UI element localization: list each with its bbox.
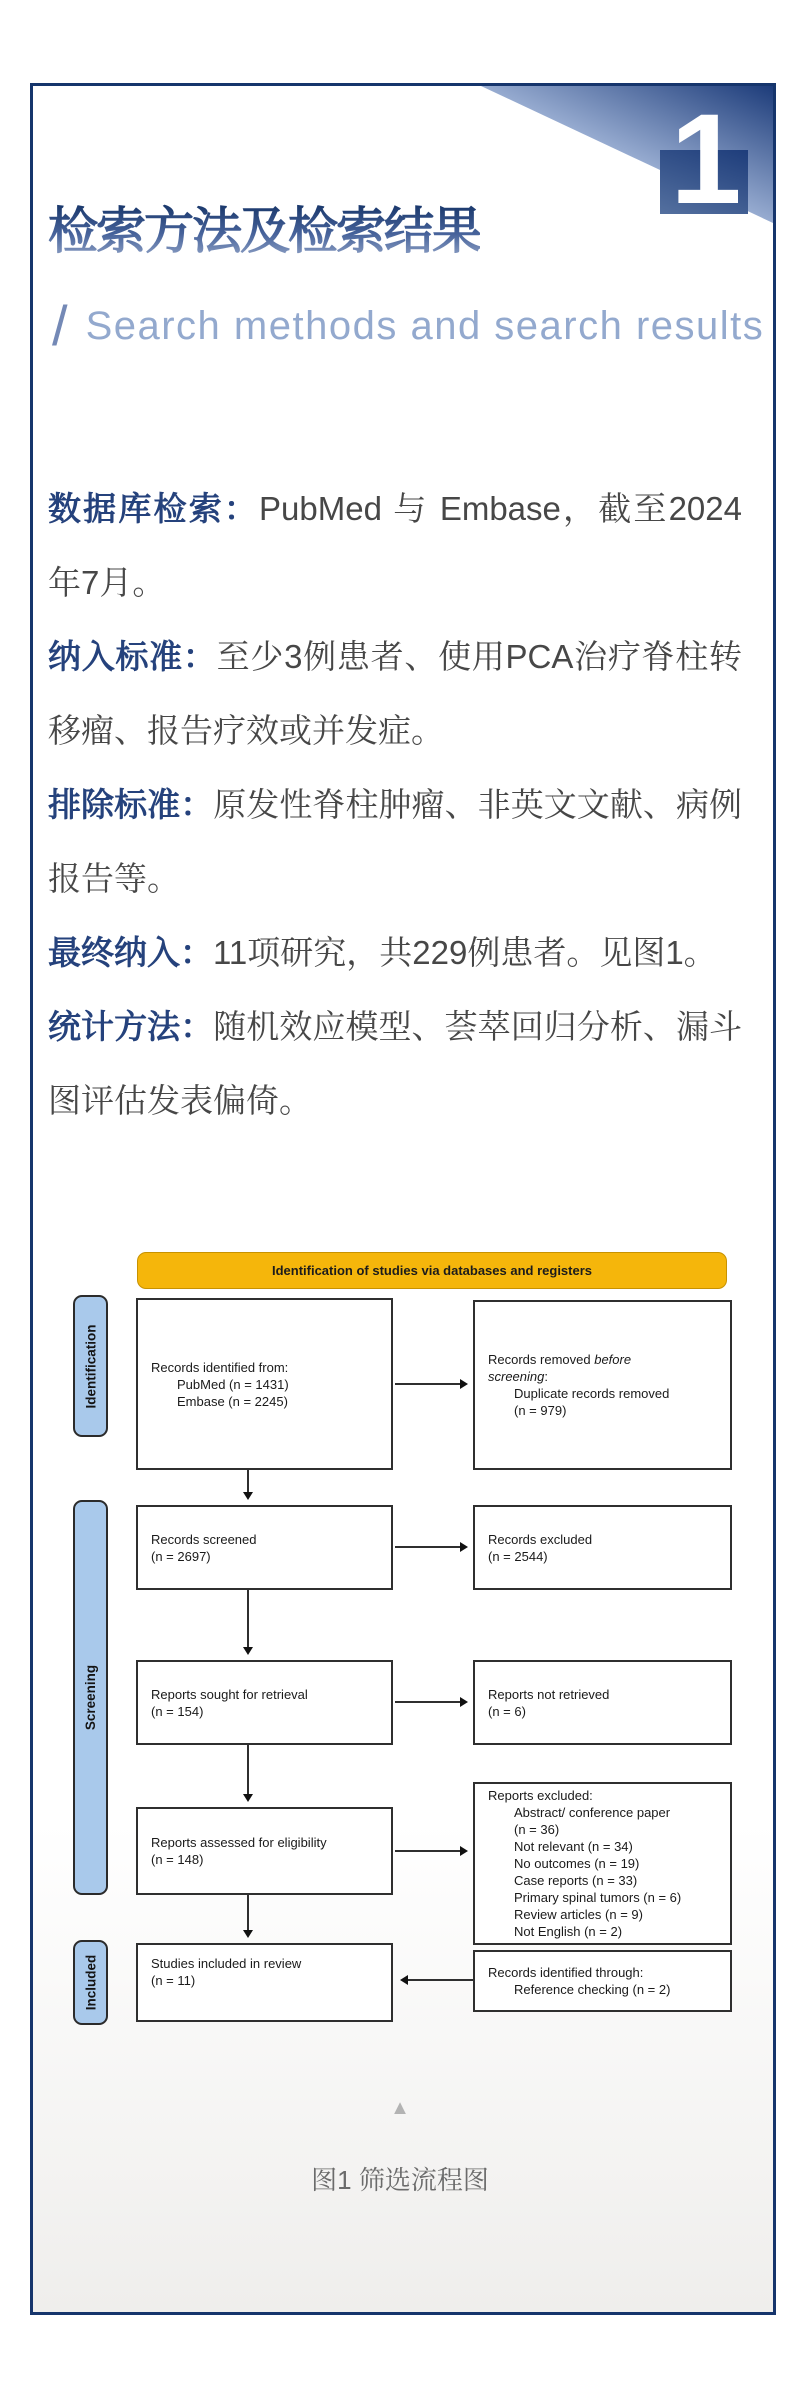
- figure-caption: 图1 筛选流程图: [311, 2165, 489, 2195]
- page-title: 检索方法及检索结果: [48, 203, 480, 259]
- arrow-down-4: [247, 1895, 249, 1935]
- body-paragraph-final-inclusion: [48, 916, 742, 990]
- paragraph-text: 随机效应模型、荟萃回归分析、漏斗图评估发表偏倚。: [48, 1008, 743, 1119]
- flow-box-reports-excluded: Reports excluded: Abstract/ conference paper (n = 36) Not relevant (n = 34) No outcomes (n = 19) Case reports (n = 33) Primary spinal tumors (n = 6) Review articles (n = 9) Not English (n = 2): [473, 1782, 732, 1945]
- stage-label-text: Screening: [83, 1664, 98, 1731]
- flow-box-reports-sought: Reports sought for retrieval (n = 154): [136, 1660, 393, 1745]
- paragraph-label: 数据库检索：: [48, 490, 260, 527]
- arrow-right-3: [395, 1701, 465, 1703]
- paragraph-text: PubMed 与 Embase，截至2024年7月。: [48, 490, 742, 601]
- stage-label-included: [73, 1940, 108, 2025]
- paragraph-text: 11项研究，共229例患者。见图1。: [213, 934, 717, 971]
- arrow-right-2: [395, 1546, 465, 1548]
- arrow-down-2: [247, 1590, 249, 1652]
- flow-box-studies-included: Studies included in review (n = 11): [136, 1943, 393, 2022]
- flow-box-records-reference-checking: Records identified through: Reference checking (n = 2): [473, 1950, 732, 2012]
- arrow-left-5: [403, 1979, 473, 1981]
- stage-label-text: Included: [83, 1954, 99, 2011]
- paragraph-text: 原发性脊柱肿瘤、非英文文献、病例报告等。: [48, 786, 743, 897]
- flow-box-records-excluded: Records excluded (n = 2544): [473, 1505, 732, 1590]
- section-number-badge: 1: [670, 88, 742, 231]
- subtitle-row: [52, 296, 764, 356]
- arrow-down-1: [247, 1470, 249, 1497]
- page-subtitle: Search methods and search results: [85, 304, 765, 348]
- arrow-right-1: [395, 1383, 465, 1385]
- flow-box-records-screened: Records screened (n = 2697): [136, 1505, 393, 1590]
- body-paragraph-inclusion-criteria: [48, 620, 742, 768]
- paragraph-label: 排除标准：: [48, 786, 214, 823]
- body-text-block: [48, 472, 742, 1138]
- stage-label-identification: [73, 1295, 108, 1437]
- paragraph-text: 至少3例患者、使用PCA治疗脊柱转移瘤、报告疗效或并发症。: [48, 638, 743, 749]
- stage-label-text: Identification: [83, 1324, 98, 1408]
- body-paragraph-exclusion-criteria: [48, 768, 742, 916]
- arrow-right-4: [395, 1850, 465, 1852]
- slash-icon: /: [52, 294, 68, 357]
- paragraph-label: 统计方法：: [48, 1008, 214, 1045]
- stage-label-screening: [73, 1500, 108, 1895]
- body-paragraph-database-search: [48, 472, 742, 620]
- collapse-triangle-icon: ▲: [390, 2097, 410, 2119]
- flow-banner: Identification of studies via databases and registers: [137, 1252, 727, 1289]
- paragraph-label: 最终纳入：: [48, 934, 213, 971]
- flow-box-reports-assessed: Reports assessed for eligibility (n = 148): [136, 1807, 393, 1895]
- flow-box-records-identified: Records identified from: PubMed (n = 1431) Embase (n = 2245): [136, 1298, 393, 1470]
- arrow-down-3: [247, 1745, 249, 1799]
- body-paragraph-statistical-methods: [48, 990, 742, 1138]
- paragraph-label: 纳入标准：: [48, 638, 217, 675]
- flow-box-reports-not-retrieved: Reports not retrieved (n = 6): [473, 1660, 732, 1745]
- flow-box-records-removed: Records removed before screening: Duplicate records removed (n = 979): [473, 1300, 732, 1470]
